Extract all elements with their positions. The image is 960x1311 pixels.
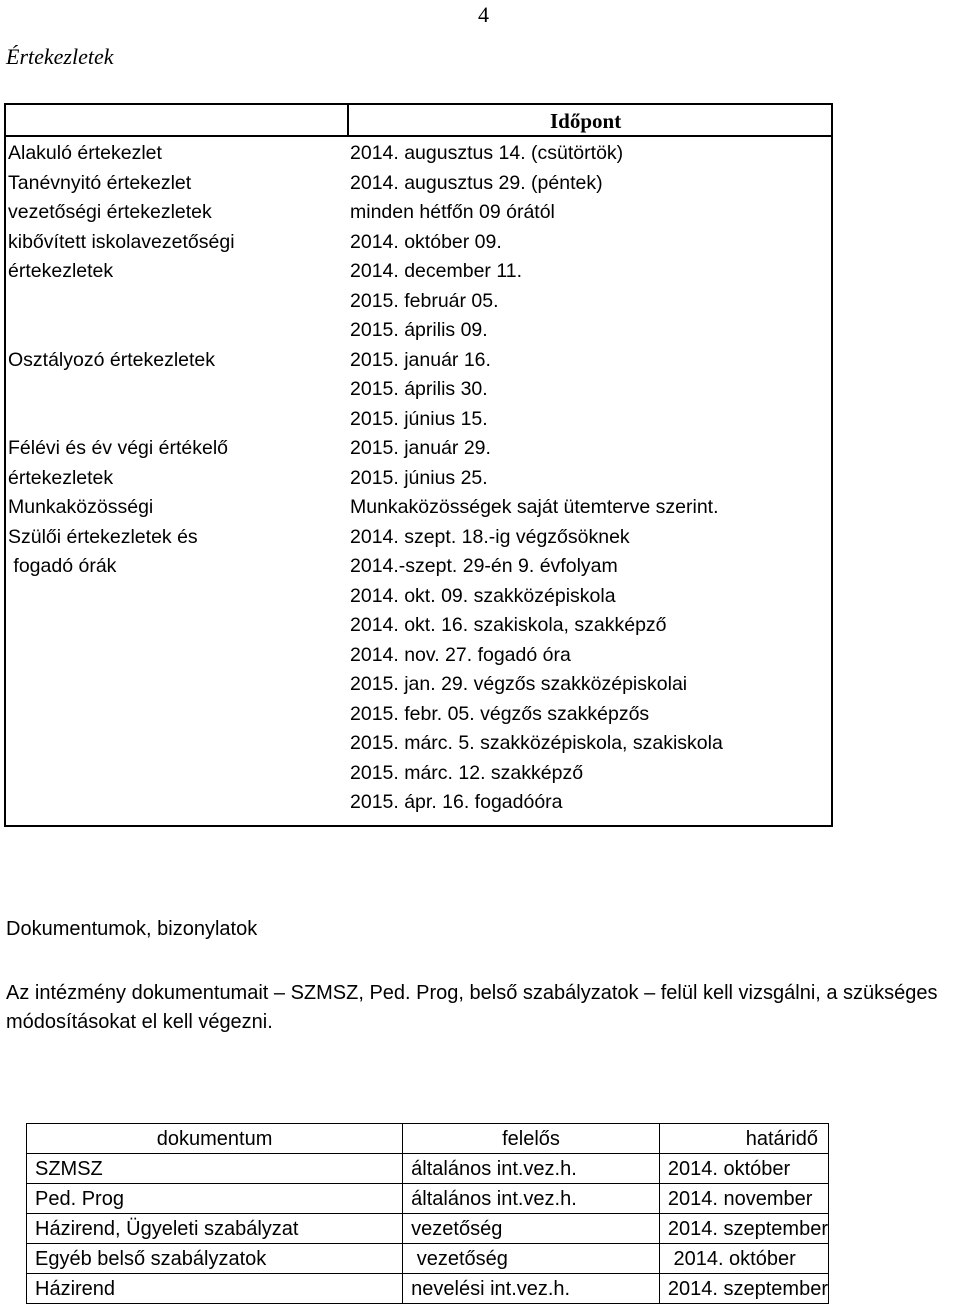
deadline-cell: 2014. október (659, 1154, 828, 1184)
table-row (27, 1214, 829, 1244)
documents-table (26, 1123, 829, 1304)
meeting-label: Osztályozó értekezletek (8, 348, 216, 371)
meeting-time: 2014. december 11. (350, 260, 523, 282)
deadline-cell: 2014. október (659, 1244, 828, 1274)
documents-table-header (27, 1124, 829, 1154)
meeting-time: 2015. április 09. (350, 319, 488, 341)
meeting-time: 2015. június 25. (350, 466, 488, 489)
responsible-cell: általános int.vez.h. (403, 1184, 660, 1214)
meeting-time: 2015. ápr. 16. fogadóóra (350, 791, 563, 813)
deadline-cell: 2014. szeptember (659, 1214, 828, 1244)
responsible-cell: vezetőség (403, 1244, 660, 1274)
table-row (27, 1244, 829, 1274)
meeting-time: 2014. szept. 18.-ig végzősöknek (350, 525, 630, 548)
deadline-cell: 2014. szeptember (659, 1274, 828, 1304)
responsible-cell: vezetőség (403, 1214, 660, 1244)
meeting-label: Tanévnyitó értekezlet (8, 171, 192, 194)
meeting-time: 2014. nov. 27. fogadó óra (350, 643, 571, 666)
document-cell: Egyéb belső szabályzatok (27, 1244, 403, 1274)
meeting-label: Félévi és év végi értékelő értekezletek (8, 437, 229, 489)
meeting-time: 2015. február 05. (350, 289, 499, 312)
meeting-label: Szülői értekezletek és fogadó órák (8, 525, 198, 577)
meeting-label: kibővített iskolavezetőségi értekezletek (8, 230, 235, 282)
meeting-time: 2015. márc. 12. szakképző (350, 761, 584, 784)
meeting-time: 2014. okt. 09. szakközépiskola (350, 584, 616, 607)
meeting-time: 2014. augusztus 29. (péntek) (350, 171, 603, 194)
header-document: dokumentum (27, 1124, 403, 1154)
meeting-time: 2014. október 09. (350, 230, 502, 253)
section-title: Értekezletek (6, 44, 114, 69)
header-rule (6, 135, 831, 137)
responsible-cell: nevelési int.vez.h. (403, 1274, 660, 1304)
meeting-time: 2015. január 16. (350, 348, 491, 371)
document-cell: Házirend (27, 1274, 403, 1304)
header-deadline: határidő (659, 1124, 828, 1154)
header-divider (347, 105, 349, 135)
meeting-label: Alakuló értekezlet (8, 142, 162, 164)
table-row (27, 1154, 829, 1184)
meeting-time: 2014. okt. 16. szakiskola, szakképző (350, 614, 667, 636)
document-cell: SZMSZ (27, 1154, 403, 1184)
page-number: 4 (478, 2, 489, 27)
deadline-cell: 2014. november (659, 1184, 828, 1214)
documents-heading: Dokumentumok, bizonylatok (6, 918, 258, 940)
table-row (27, 1184, 829, 1214)
document-cell: Házirend, Ügyeleti szabályzat (27, 1214, 403, 1244)
meeting-time: 2015. márc. 5. szakközépiskola, szakiskola (350, 732, 723, 754)
meeting-time: 2015. június 15. (350, 407, 488, 430)
documents-paragraph: Az intézmény dokumentumait – SZMSZ, Ped. Prog, belső szabályzatok – felül kell vizsgálni, a szükséges módosításokat el kell végezni. (6, 982, 938, 1033)
table-row (27, 1274, 829, 1304)
header-responsible: felelős (403, 1124, 660, 1154)
meeting-label: vezetőségi értekezletek (8, 201, 212, 223)
meeting-time: 2015. jan. 29. végzős szakközépiskolai (350, 673, 688, 695)
meeting-time: 2015. április 30. (350, 378, 488, 400)
time-column-header: Időpont (550, 109, 622, 133)
meeting-time: 2015. január 29. (350, 437, 491, 459)
meetings-table (4, 103, 833, 827)
document-cell: Ped. Prog (27, 1184, 403, 1214)
meeting-time: 2015. febr. 05. végzős szakképzős (350, 702, 650, 725)
meeting-time: 2014.-szept. 29-én 9. évfolyam (350, 555, 618, 577)
meeting-time: Munkaközösségek saját ütemterve szerint. (350, 496, 719, 518)
meeting-time: minden hétfőn 09 órától (350, 201, 555, 223)
responsible-cell: általános int.vez.h. (403, 1154, 660, 1184)
meeting-time: 2014. augusztus 14. (csütörtök) (350, 142, 624, 164)
meeting-label: Munkaközösségi (8, 496, 154, 518)
